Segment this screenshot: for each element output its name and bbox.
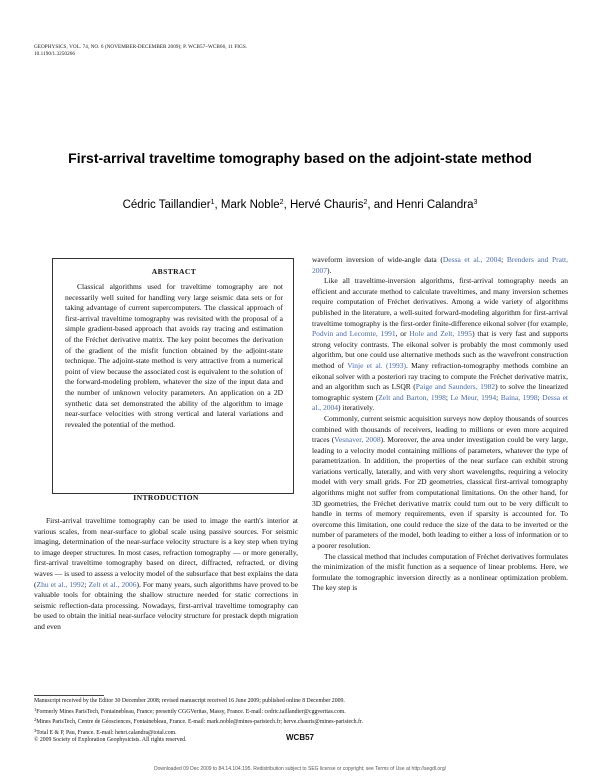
citation-link[interactable]: Dessa et al., 2004 <box>312 392 568 413</box>
journal-header <box>34 44 334 58</box>
right-column <box>312 255 568 594</box>
citation-link[interactable]: Hole and Zelt, 1995 <box>409 329 473 339</box>
author-affiliation-mark: 2 <box>279 199 284 206</box>
citation-link[interactable]: Le Meur, 1994 <box>450 392 497 402</box>
author-separator: , <box>283 199 290 211</box>
author-name: Henri Calandra <box>396 199 474 211</box>
author-affiliation-mark: 3 <box>473 199 478 206</box>
left-column <box>34 516 298 633</box>
continued-paragraph: waveform inversion of wide-angle data (Dessa et al., 2004; Brenders and Pratt, 2007). <box>312 255 568 275</box>
citation-link[interactable]: Podvin and Lecomte, 1991 <box>312 329 396 339</box>
footnote-divider <box>34 695 104 696</box>
citation-link[interactable]: Dessa et al., 2004 <box>442 255 502 264</box>
abstract-text: Classical algorithms used for traveltime tomography are not necessarily well suited for handling very large seismic data sets or for taking advantage of current supercomputers. The classical approach of first-arrival traveltime tomography was revisited with the proposal of a simple gradient-based approach that avoids ray tracing and estimation of the Fréchet derivative matrix. The key point becomes the derivation of the gradient of the misfit function obtained by the adjoint-state technique. The adjoint-state method is very attractive from a numerical point of view because the associated cost is equivalent to the solution of the forward-modeling problem, whatever the size of the input data and the number of unknown velocity parameters. An application on a 2D synthetic data set demonstrated the ability of the algorithm to image near-surface velocities with strong vertical and lateral variations and revealed the potential of the method. <box>65 282 283 429</box>
author-affiliation-mark: 1 <box>210 199 215 206</box>
citation-link[interactable]: Vesnaver, 2008 <box>334 435 381 445</box>
citation-link[interactable]: Zelt et al., 2006 <box>88 579 137 589</box>
citation-link[interactable]: Zhu et al., 1992 <box>36 579 85 589</box>
author-affiliation-mark: 2 <box>363 199 368 206</box>
copyright-line: © 2009 Society of Exploration Geophysicists. All rights reserved. <box>34 737 187 744</box>
citation-link[interactable]: Paige and Saunders, 1982 <box>415 382 496 392</box>
affiliation-footnote: $^2$Mines ParisTech, Centre de Géosciences, Fontainebleau, France. E-mail: mark.noble@mines-paristech.fr; herve.chauris@mines-paristech.fr. <box>34 717 363 726</box>
citation-link[interactable]: Brenders and Pratt, 2007 <box>312 255 568 275</box>
author-list <box>0 199 600 211</box>
paper-title: First-arrival traveltime tomography based on the adjoint-state method <box>68 150 532 166</box>
author-name: Hervé Chauris <box>289 199 364 211</box>
citation-link[interactable]: Baina, 1998 <box>500 392 538 402</box>
manuscript-dates: Manuscript received by the Editor 30 December 2008; revised manuscript received 16 June 2009; published online 8 December 2009. <box>34 698 345 704</box>
citation-link[interactable]: Vinje et al. (1993) <box>347 360 406 370</box>
affiliation-footnote: $^3$Total E & P, Pau, France. E-mail: henri.calandra@total.com. <box>34 727 177 736</box>
intro-paragraph: First-arrival traveltime tomography can be used to image the earth's interior at various scales, from near-surface to global scale using passive sources. For seismic imaging, determination of the near-surface velocity structure is a key step when trying to image deeper structures. In most cases, refraction tomography — or more generally, first-arrival traveltime tomography based on direct, diffracted, refracted, or diving waves — is used to assess a velocity model of the subsurface that best explains the data (Zhu et al., 1992; Zelt et al., 2006). For many years, such algorithms have proved to be valuable tools for obtaining the shallow structure needed for static corrections in seismic reflection-data processing. Nowadays, first-arrival traveltime tomography can be used to obtain the initial near-surface velocity structure for prestack depth migration and even <box>34 516 298 631</box>
affiliation-footnote: $^1$Formerly Mines ParisTech, Fontainebleau, France; presently CGGVeritas, Massy, France. E-mail: cedric.taillandier@cggveritas.com. <box>34 706 346 715</box>
journal-citation: GEOPHYSICS, VOL. 74, NO. 6 (NOVEMBER-DECEMBER 2009); P. WCB57–WCB66, 11 FIGS. <box>34 44 248 50</box>
citation-link[interactable]: Zelt and Barton, 1998 <box>378 392 446 402</box>
body-paragraph: Like all traveltime-inversion algorithms, first-arrival tomography needs an efficient and accurate method to calculate traveltimes, and many inversion schemes require computation of Fréchet derivatives. Among a wide variety of algorithms published in the literature, a well-suited forward-modeling algorithm for first-arrival traveltime tomography is the first-order finite-difference eikonal solver (for example, Podvin and Lecomte, 1991, or Hole and Zelt, 1995) that is very fast and supports strong velocity contrasts. The eikonal solver is probably the most commonly used algorithm, but one could use alternative methods such as the wavefront construction method of Vinje et al. (1993). Many refraction-tomography methods combine an eikonal solver with a posteriori ray tracing to compute the Fréchet derivative matrix, and an algorithm such as LSQR (Paige and Saunders, 1982) to solve the linearized tomographic system (Zelt and Barton, 1998; Le Meur, 1994; Baina, 1998; Dessa et al., 2004) iteratively. <box>312 276 568 413</box>
download-notice: Downloaded 09 Dec 2009 to 84.14.104.195. Redistribution subject to SEG license or copyright; see Terms of Use at http://segdl.org/ <box>153 766 447 772</box>
page-number: WCB57 <box>285 733 314 742</box>
author-name: Cédric Taillandier <box>122 199 211 211</box>
author-separator: , <box>214 199 221 211</box>
abstract-heading: ABSTRACT <box>151 267 197 276</box>
body-paragraph: The classical method that includes computation of Fréchet derivatives formulates the minimization of the misfit function as a sequence of linear problems. Here, we formulate the tomographic inversion directly as a nonlinear optimization problem. The key step is <box>312 551 568 593</box>
body-paragraph: Commonly, current seismic acquisition surveys now deploy thousands of sources combined with thousands of receivers, leading to millions or even more acquired traces (Vesnaver, 2008). Moreover, the area under investigation could be very large, leading to a velocity model containing millions of parameters, whatever the type of parametrization. In addition, the properties of the near surface can exhibit strong variations vertically, laterally, and with very short wavelengths, requiring a velocity model with very small grids. For 2D geometries, classical first-arrival tomography algorithms might not suffer from computational limitations. On the other hand, for 3D geometries, the Fréchet derivative matrix could turn out to be very difficult to handle in terms of memory requirements, even if sparsity is accounted for. To overcome this limitation, one could reduce the size of the data to be inverted or the number of parameters of the model, both leading to either a loss of information or to a poorer resolution. <box>312 413 569 551</box>
author-separator: , and <box>367 199 397 211</box>
abstract-box <box>52 258 294 494</box>
doi: 10.1190/1.3250266 <box>34 51 76 57</box>
author-name: Mark Noble <box>220 199 280 211</box>
introduction-heading: INTRODUCTION <box>133 493 199 502</box>
